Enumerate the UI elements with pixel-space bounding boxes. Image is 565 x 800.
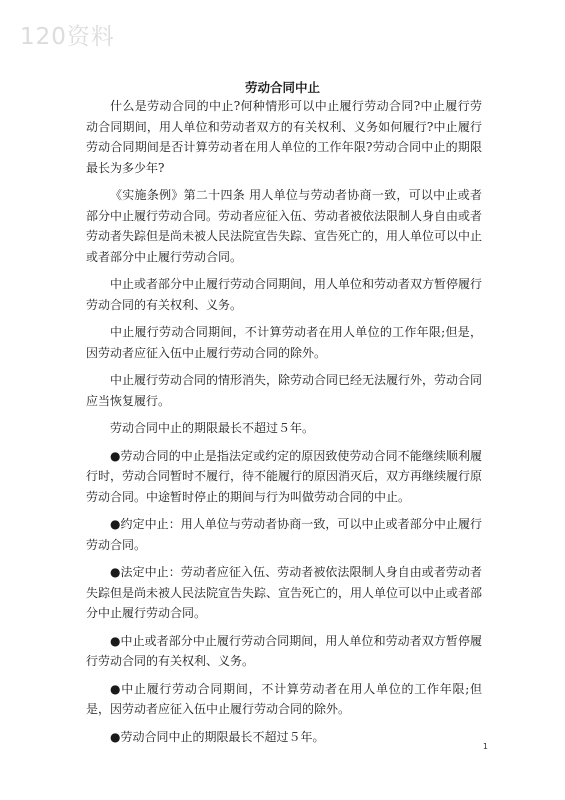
paragraph-resume-performance: 中止履行劳动合同的情形消失，除劳动合同已经无法履行外，劳动合同应当恢复履行。 xyxy=(86,373,483,408)
paragraph-max-duration: 劳动合同中止的期限最长不超过５年。 xyxy=(110,421,315,435)
paragraph-rights-suspended: 中止或者部分中止履行劳动合同期间，用人单位和劳动者双方暂停履行劳动合同的有关权利、义务。 xyxy=(86,277,483,312)
paragraph-regulation-article-24: 《实施条例》第二十四条 用人单位与劳动者协商一致，可以中止或者部分中止履行劳动合同。劳动者应征入伍、劳动者被依法限制人身自由或者劳动者失踪但是尚未被人民法院宣告失踪、宣告死亡的，用人单位可以中止或者部分中止履行劳动合同。 xyxy=(86,188,483,264)
watermark-logo: 120资料 xyxy=(20,24,115,50)
page-number: 1 xyxy=(482,742,488,751)
document-title: 劳动合同中止 xyxy=(244,80,320,95)
bullet-max-duration: ●劳动合同中止的期限最长不超过５年。 xyxy=(110,729,325,744)
paragraph-service-years: 中止履行劳动合同期间，不计算劳动者在用人单位的工作年限;但是，因劳动者应征入伍中止履行劳动合同的除外。 xyxy=(86,325,482,360)
bullet-agreed-suspension: ●约定中止：用人单位与劳动者协商一致，可以中止或者部分中止履行劳动合同。 xyxy=(86,517,482,552)
bullet-service-years: ●中止履行劳动合同期间，不计算劳动者在用人单位的工作年限;但是，因劳动者应征入伍中止履行劳动合同的除外。 xyxy=(86,681,482,716)
bullet-definition: ●劳动合同的中止是指法定或约定的原因致使劳动合同不能继续顺利履行时，劳动合同暂时不履行，待不能履行的原因消灭后，双方再继续履行原劳动合同。中途暂时停止的期间与行为叫做劳动合同的中止。 xyxy=(86,448,483,504)
paragraph-intro-question: 什么是劳动合同的中止?何种情形可以中止履行劳动合同?中止履行劳动合同期间，用人单位和劳动者双方的有关权利、义务如何履行?中止履行劳动合同期间是否计算劳动者在用人单位的工作年限?劳动合同中止的期限最长为多少年? xyxy=(86,99,482,175)
bullet-statutory-suspension: ●法定中止：劳动者应征入伍、劳动者被依法限制人身自由或者劳动者失踪但是尚未被人民法院宣告失踪、宣告死亡的，用人单位可以中止或者部分中止履行劳动合同。 xyxy=(86,565,483,620)
document-body xyxy=(86,96,482,754)
bullet-rights-suspended: ●中止或者部分中止履行劳动合同期间，用人单位和劳动者双方暂停履行劳动合同的有关权利、义务。 xyxy=(86,633,482,668)
